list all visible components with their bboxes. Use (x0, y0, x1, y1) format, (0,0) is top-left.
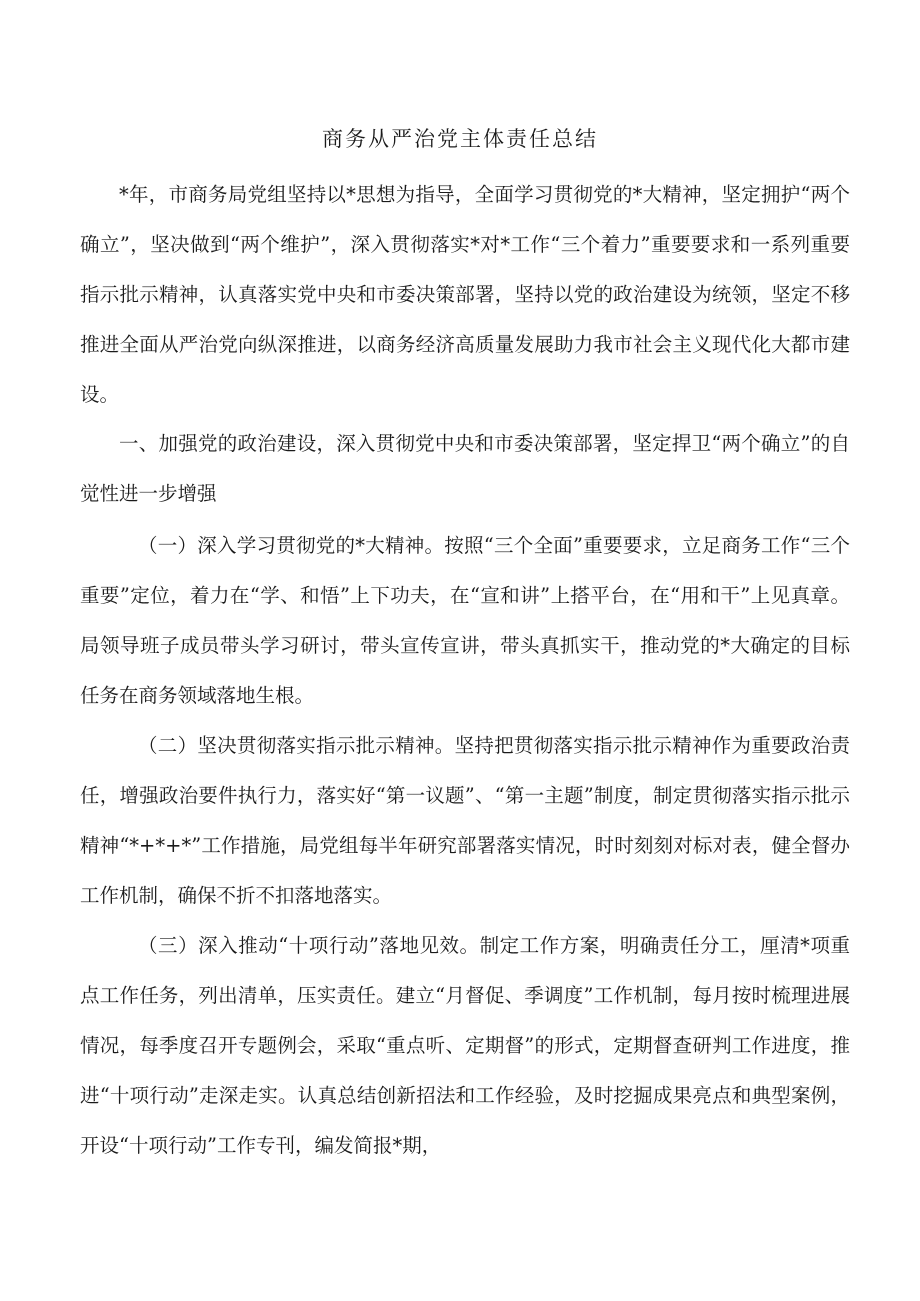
paragraph-text: *年，市商务局党组坚持以*思想为指导，全面学习贯彻党的*大精神，坚定拥护“两个确立”，坚决做到“两个维护”，深入贯彻落实*对*工作“三个着力”重要要求和一系列重要指示批示精神，认真落实党中央和市委决策部署，坚持以党的政治建设为统领，坚定不移推进全面从严治党向纵深推进，以商务经济高质量发展助力我市社会主义现代化大都市建设。 (80, 183, 850, 406)
paragraph-item-2 (80, 721, 850, 921)
paragraph-item-3 (80, 921, 850, 1171)
paragraph-intro (80, 170, 850, 420)
paragraph-text: （三）深入推动“十项行动”落地见效。制定工作方案，明确责任分工，厘清*项重点工作任务，列出清单，压实责任。建立“月督促、季调度”工作机制，每月按时梳理进展情况，每季度召开专题例会，采取“重点听、定期督”的形式，定期督查研判工作进度，推进“十项行动”走深走实。认真总结创新招法和工作经验，及时挖掘成果亮点和典型案例，开设“十项行动”工作专刊，编发简报*期， (80, 934, 850, 1157)
document-title: 商务从严治党主体责任总结 (322, 127, 598, 151)
paragraph-text: 一、加强党的政治建设，深入贯彻党中央和市委决策部署，坚定捍卫“两个确立”的自觉性进一步增强 (80, 432, 850, 505)
paragraph-item-1 (80, 521, 850, 721)
paragraph-text: （二）坚决贯彻落实指示批示精神。坚持把贯彻落实指示批示精神作为重要政治责任，增强政治要件执行力，落实好“第一议题”、“第一主题”制度，制定贯彻落实指示批示精神“*+*+*”工作措施，局党组每半年研究部署落实情况，时时刻刻对标对表，健全督办工作机制，确保不折不扣落地落实。 (80, 734, 850, 907)
section-heading-1 (80, 419, 850, 519)
paragraph-text: （一）深入学习贯彻党的*大精神。按照“三个全面”重要要求，立足商务工作“三个重要”定位，着力在“学、和悟”上下功夫，在“宣和讲”上搭平台，在“用和干”上见真章。局领导班子成员带头学习研讨，带头宣传宣讲，带头真抓实干，推动党的*大确定的目标任务在商务领域落地生根。 (80, 534, 850, 707)
